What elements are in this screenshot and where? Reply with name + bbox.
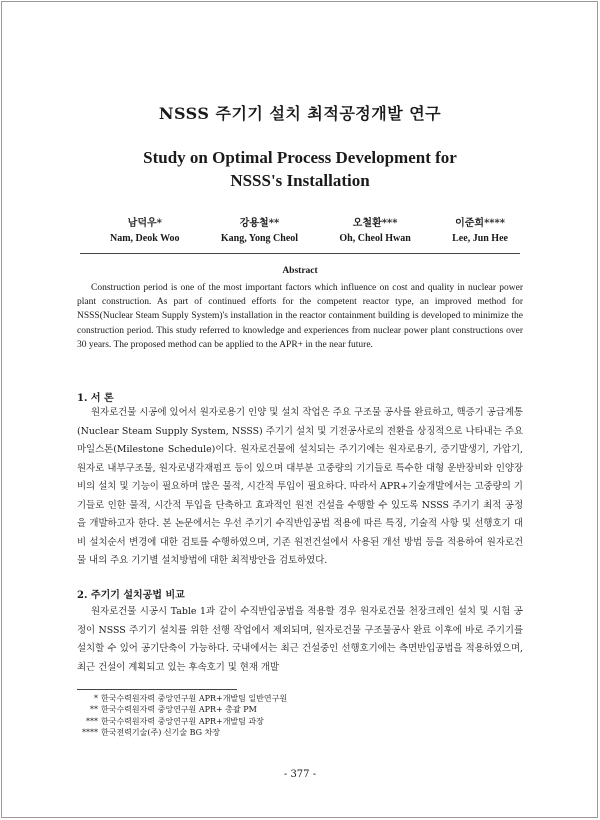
- footnote: [77, 716, 377, 727]
- author-4: [452, 216, 508, 246]
- section-body-method-comparison: 원자로건물 시공시 Table 1과 같이 수직반입공법을 적용할 경우 원자로건물 천장크레인 설치 및 시험 공정이 NSSS 주기기 설치를 위한 선행 작업에서 제외되며, 원자로건물 구조물공사 완료 이후에 바로 주기기를 설치할 수 있어 공기단축이 가능하다. 국내에서는 최근 건설중인 선행호기에는 측면반입공법을 적용하였으며, 최근 건설이 계획되고 있는 후속호기 및 현재 개발: [77, 606, 523, 673]
- footnote: [77, 727, 377, 738]
- footnote-marker: *: [94, 694, 98, 703]
- footnotes: [77, 693, 377, 739]
- author-name-korean: 강용철**: [239, 218, 280, 229]
- footnote: [77, 693, 377, 704]
- footnote-text: 한국수력원자력 중앙연구원 APR+개발팀 과장: [101, 716, 264, 726]
- footnote-text: 한국수력원자력 중앙연구원 APR+개발팀 일반연구원: [101, 694, 288, 703]
- author-name-korean: 오철환***: [352, 218, 398, 229]
- author-name-english: Lee, Jun Hee: [452, 233, 508, 244]
- author-name-english: Oh, Cheol Hwan: [339, 233, 411, 244]
- section-body-introduction: 원자로건물 시공에 있어서 원자로용기 인양 및 설치 작업은 주요 구조물 공사를 완료하고, 핵증기 공급계통(Nuclear Steam Supply System, NSSS) 주기기 설치 및 기전공사로의 전환을 상징적으로 나타내는 주요 마일스톤(Milestone Schedule)이다. 원자로건물에 설치되는 주기기에는 원자로용기, 증기발생기, 가압기, 원자로 내부구조물, 원자로냉각재펌프 등이 있으며 대부분 고중량의 기기들로 특수한 대형 운반장비와 인양장비의 설치 및 기능이 필요하며 많은 물적, 시간적 투입이 필요하다. 따라서 APR+기술개발에서는 고중량의 기기들로 인한 물적, 시간적 투입을 단축하고 효과적인 원전 건설을 수행할 수 있도록 NSSS 주기기 최적 공정을 개발하고자 한다. 본 논문에서는 우선 주기기 수직반입공법 적용에 따른 특징, 기술적 사항 및 선행호기 대비 설치순서 변경에 대한 검토를 수행하였으며, 기존 원전건설에서 사용된 개선 방법 등을 적용하여 원자로건물 내의 주요 기기별 설치방법에 대한 최적방안을 검토하였다.: [77, 407, 523, 566]
- title-en-line-2: NSSS's Installation: [230, 171, 370, 190]
- abstract-heading: Abstract: [282, 266, 318, 276]
- author-1: [110, 216, 180, 246]
- paper-title-korean: NSSS 주기기 설치 최적공정개발 연구: [158, 104, 442, 123]
- author-list: [110, 216, 508, 246]
- paper-title-english: [0, 146, 600, 192]
- title-en-line-1: Study on Optimal Process Development for: [143, 148, 457, 167]
- header-divider: [80, 253, 520, 254]
- author-name-korean: 남덕우*: [127, 218, 162, 229]
- section-heading-method-comparison: 2. 주기기 설치공법 비교: [77, 590, 185, 601]
- footnote: [77, 704, 377, 715]
- footnote-marker: **: [90, 705, 98, 715]
- footnote-marker: ***: [86, 716, 98, 726]
- footnote-text: 한국수력원자력 중앙연구원 APR+ 총괄 PM: [101, 705, 257, 715]
- page-number: - 377 -: [283, 769, 317, 780]
- author-3: [339, 216, 410, 246]
- author-name-korean: 이준희****: [455, 218, 505, 229]
- footnote-text: 한국전력기술(주) 신기술 BG 차장: [101, 728, 221, 738]
- footnote-divider: [77, 689, 237, 690]
- footnote-marker: ****: [82, 728, 98, 738]
- author-name-english: Kang, Yong Cheol: [220, 233, 299, 244]
- author-name-english: Nam, Deok Woo: [110, 233, 180, 244]
- author-2: [221, 216, 298, 246]
- abstract-text: Construction period is one of the most important factors which influence on cost and quality in nuclear power plant construction. As part of continued efforts for the competent reactor type, an improved method for NSSS(Nuclear Steam Supply System)'s installation in the reactor containment building is developed to minimize the construction period. This study referred to knowledge and experiences from nuclear power plant constructions over 30 years. The proposed method can be applied to the APR+ in the near future.: [77, 283, 523, 350]
- section-heading-introduction: 1. 서 론: [77, 393, 114, 404]
